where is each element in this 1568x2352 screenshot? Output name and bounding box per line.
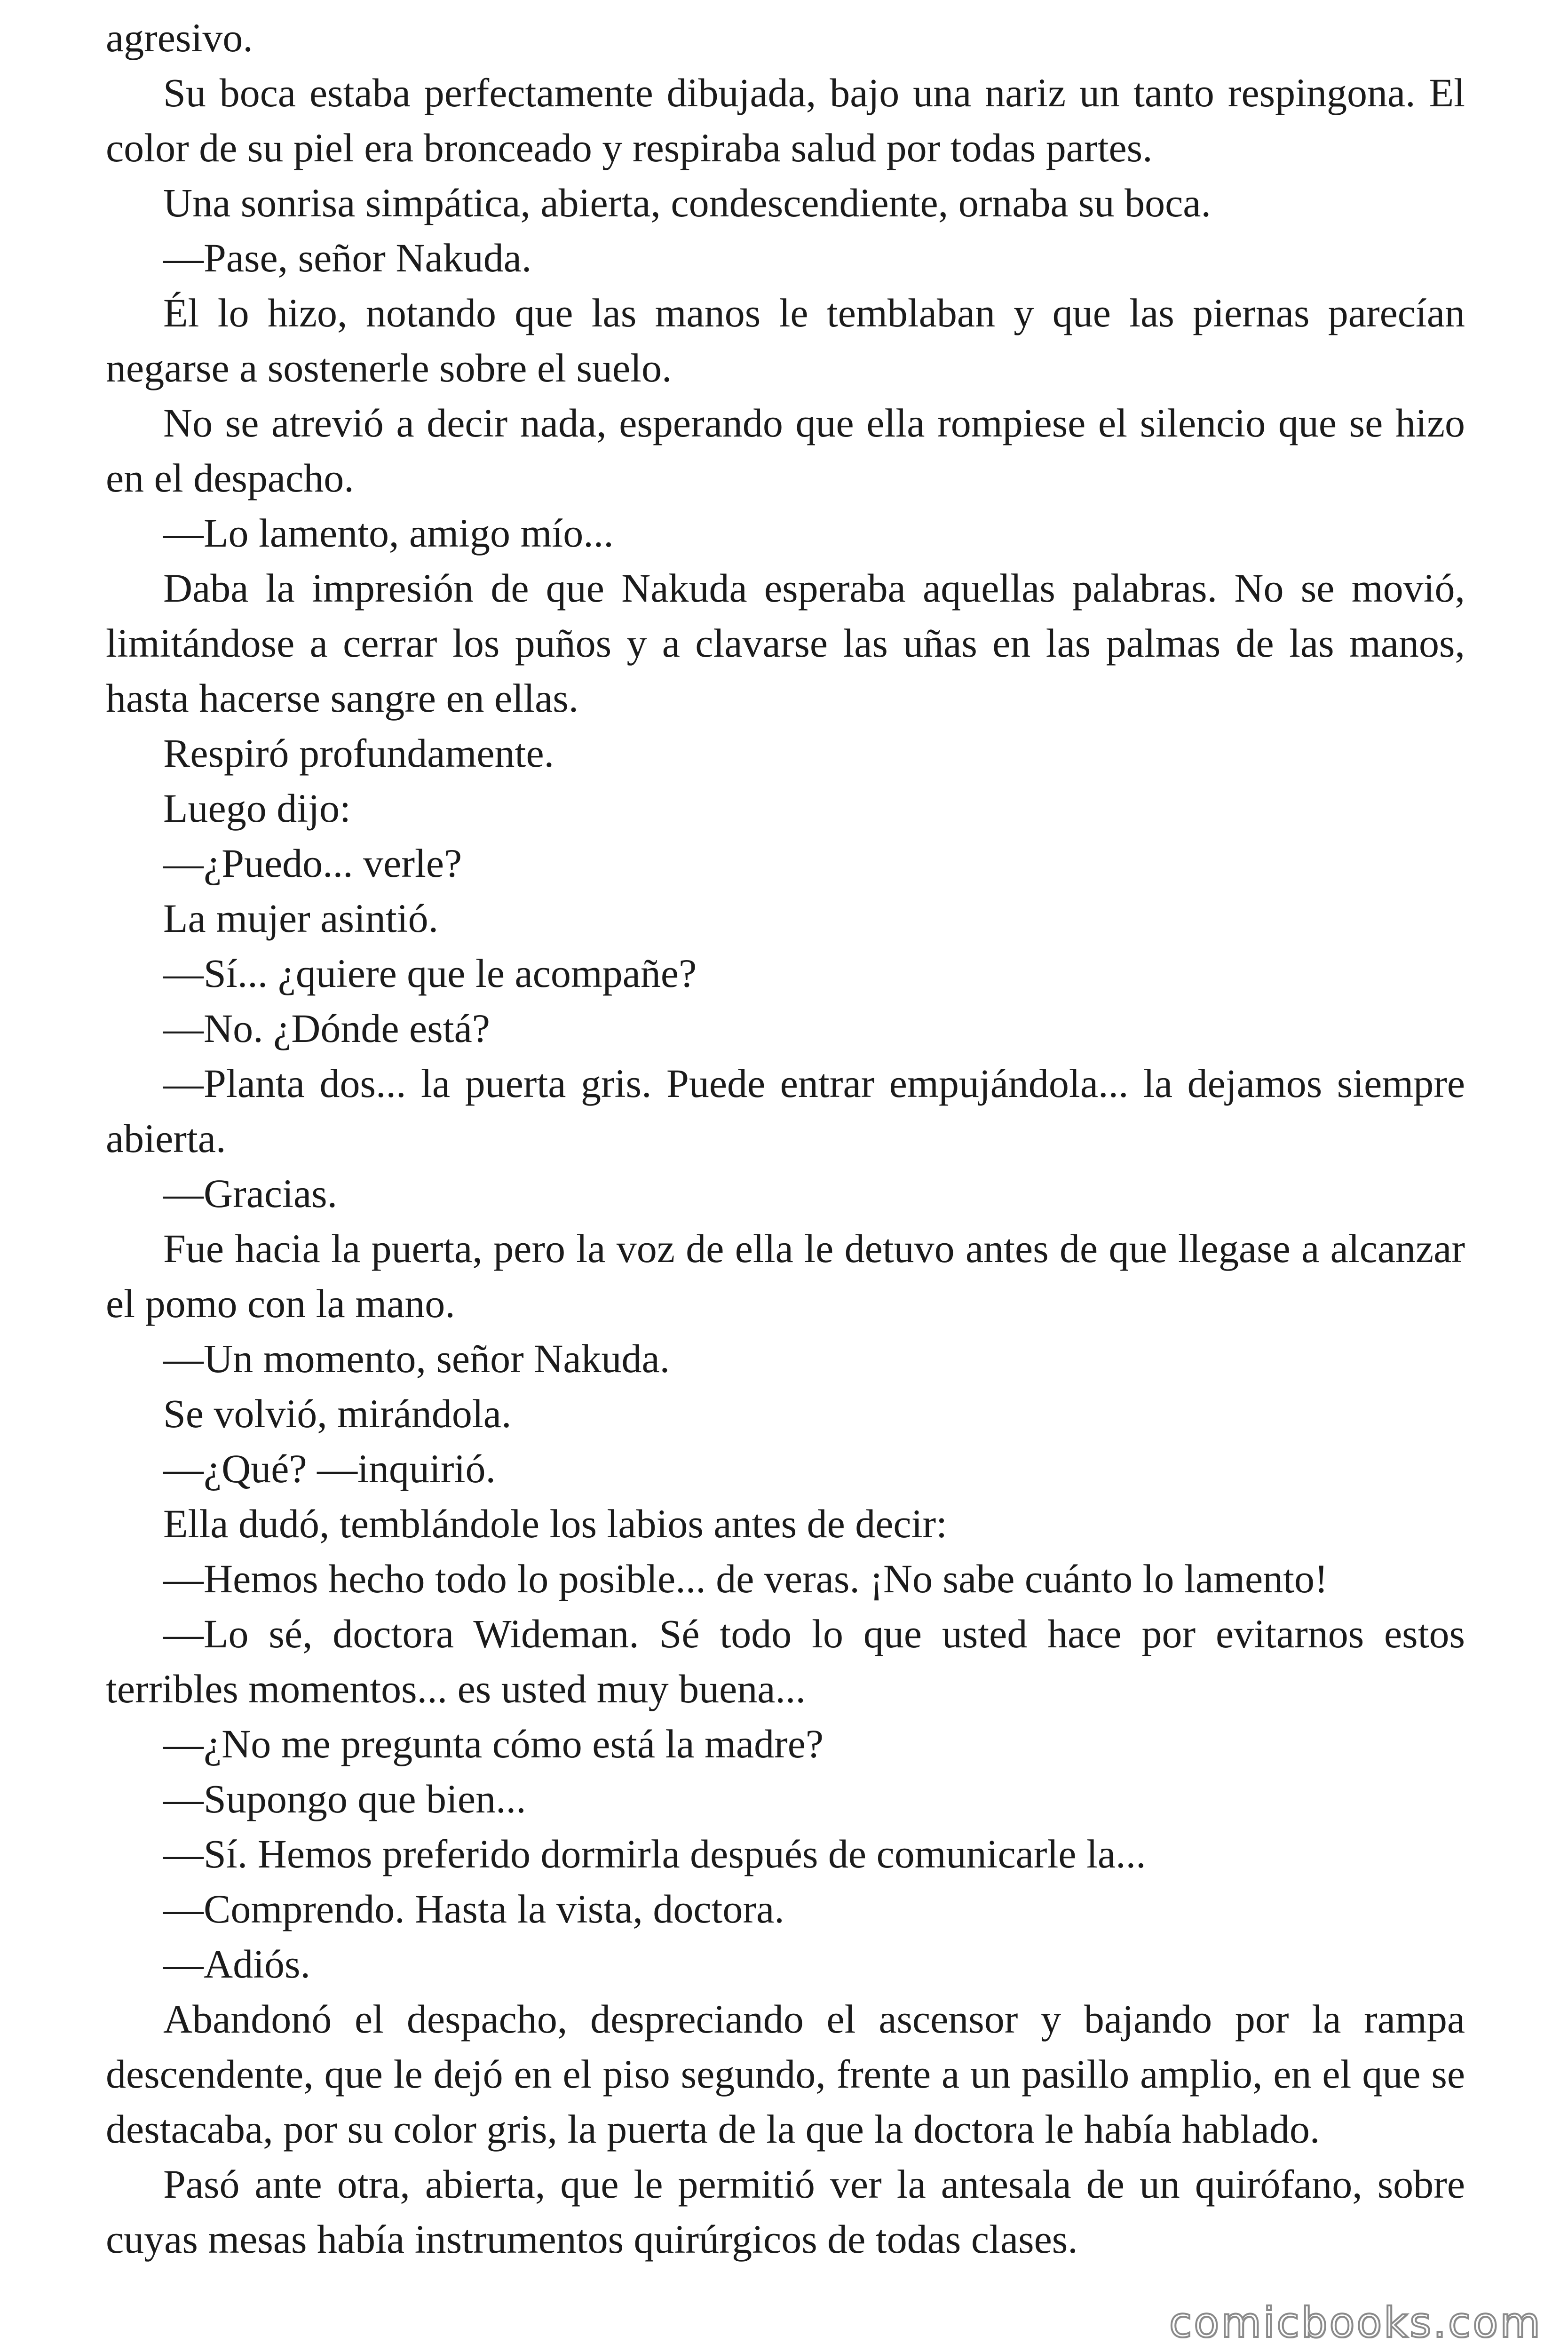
dialogue-line: —Gracias.	[163, 1171, 338, 1216]
paragraph: Él lo hizo, notando que las manos le temblaban y que las piernas parecían negarse a sostenerle sobre el suelo.	[106, 290, 1465, 390]
dialogue-line: —Hemos hecho todo lo posible... de veras. ¡No sabe cuánto lo lamento!	[163, 1556, 1328, 1601]
dialogue-line: —Pase, señor Nakuda.	[163, 235, 532, 280]
paragraph: La mujer asintió.	[163, 896, 439, 941]
dialogue-line: —Comprendo. Hasta la vista, doctora.	[163, 1886, 784, 1931]
paragraph: Se volvió, mirándola.	[163, 1391, 512, 1436]
paragraph-continuation: agresivo.	[106, 15, 253, 60]
paragraph: Ella dudó, temblándole los labios antes de decir:	[163, 1501, 948, 1546]
paragraph: Daba la impresión de que Nakuda esperaba aquellas palabras. No se movió, limitándose a cerrar los puños y a clavarse las uñas en las palmas de las manos, hasta hacerse sangre en ellas.	[106, 565, 1465, 721]
paragraph: Respiró profundamente.	[163, 731, 554, 776]
paragraph: Fue hacia la puerta, pero la voz de ella le detuvo antes de que llegase a alcanzar el pomo con la mano.	[106, 1226, 1465, 1326]
dialogue-line: —¿Puedo... verle?	[163, 841, 462, 886]
dialogue-line: —¿Qué? —inquirió.	[163, 1446, 496, 1491]
dialogue-line: —Lo lamento, amigo mío...	[163, 510, 614, 556]
paragraph: Pasó ante otra, abierta, que le permitió ver la antesala de un quirófano, sobre cuyas mesas había instrumentos quirúrgicos de todas clases.	[106, 2161, 1465, 2262]
dialogue-line: —Un momento, señor Nakuda.	[163, 1336, 670, 1381]
dialogue-line: —¿No me pregunta cómo está la madre?	[163, 1721, 824, 1766]
paragraph: Una sonrisa simpática, abierta, condescendiente, ornaba su boca.	[163, 180, 1211, 225]
dialogue-line: —Adiós.	[163, 1941, 310, 1986]
paragraph: No se atrevió a decir nada, esperando que ella rompiese el silencio que se hizo en el despacho.	[106, 400, 1465, 501]
paragraph: Abandonó el despacho, despreciando el ascensor y bajando por la rampa descendente, que le dejó en el piso segundo, frente a un pasillo amplio, en el que se destacaba, por su color gris, la puerta de la que la doctora le había hablado.	[106, 1996, 1465, 2152]
dialogue-line: —Sí... ¿quiere que le acompañe?	[163, 951, 697, 996]
dialogue-line: —No. ¿Dónde está?	[163, 1006, 490, 1051]
paragraph: Su boca estaba perfectamente dibujada, bajo una nariz un tanto respingona. El color de su piel era bronceado y respiraba salud por todas partes.	[106, 70, 1465, 170]
dialogue-line: —Planta dos... la puerta gris. Puede entrar empujándola... la dejamos siempre abierta.	[106, 1061, 1465, 1161]
paragraph: Luego dijo:	[163, 786, 351, 831]
dialogue-line: —Lo sé, doctora Wideman. Sé todo lo que usted hace por evitarnos estos terribles momentos... es usted muy buena...	[106, 1611, 1465, 1711]
dialogue-line: —Supongo que bien...	[163, 1776, 526, 1821]
watermark-logo: comicbooks.com	[1169, 2298, 1542, 2347]
body-text	[106, 10, 1465, 2267]
dialogue-line: —Sí. Hemos preferido dormirla después de comunicarle la...	[163, 1831, 1146, 1876]
